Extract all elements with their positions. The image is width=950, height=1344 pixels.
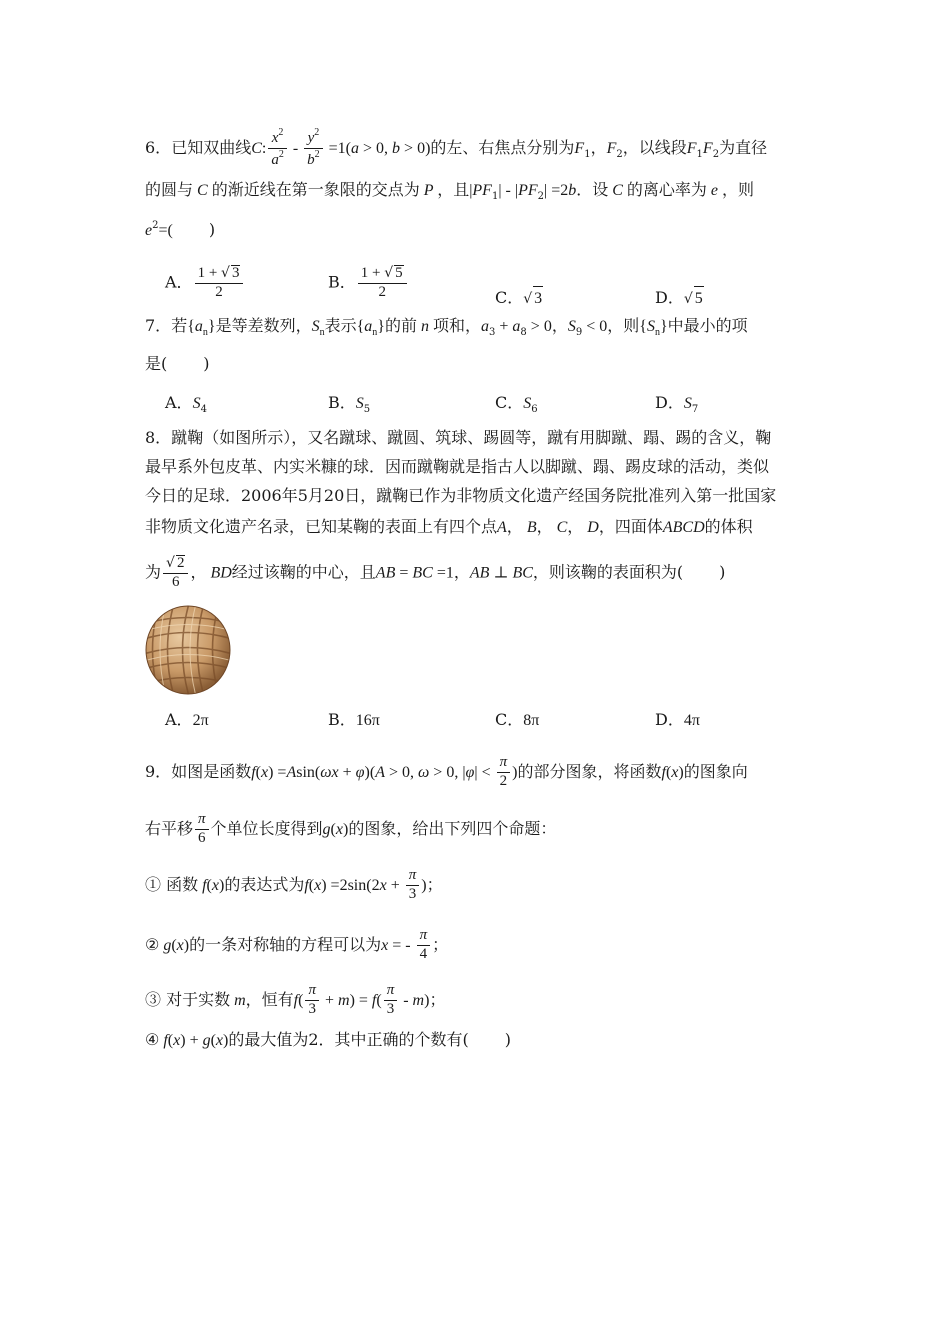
q7-option-d: D．$S_7$	[655, 393, 699, 415]
q6-line-1: 6．已知双曲线C: $\frac{x^2}{a^2}$ - $\frac{y^2}{b^2}$ =1(a > 0, b > 0)的左、右焦点分别为$F_1$，$F_2$，以线段$F_1F_2$为直径	[145, 127, 768, 168]
q8-option-a: A．2π	[165, 710, 209, 729]
q6-line-2: 的圆与 C 的渐近线在第一象限的交点为 P ，且$|PF_1| - |PF_2| =2b$．设 C 的离心率为 e ，则	[145, 180, 755, 202]
q8-option-c: C．8π	[495, 710, 540, 729]
q6-line-3: $e^2=$( )	[145, 220, 216, 239]
cuju-ball-image	[145, 605, 231, 695]
q8-line-4: 非物质文化遗产名录，已知某鞠的表面上有四个点A， B， C， D，四面体ABCD的体积	[145, 517, 753, 536]
hyperbola-equation: C	[251, 139, 262, 157]
q8-line-3: 今日的足球．2006年5月20日，蹴鞠已作为非物质文化遗产经国务院批准列入第一批国家	[145, 486, 777, 505]
q9-proposition-2: ② g(x)的一条对称轴的方程可以为x = - $\frac{\pi}{4}$ ；	[145, 927, 449, 962]
q9-line-1: 9．如图是函数f(x) =Asin(ωx + φ)(A > 0, ω > 0, |φ| < $\frac{\pi}{2}$ )的部分图象，将函数f(x)的图象向	[145, 754, 748, 789]
q6-option-d: D．√ 5	[655, 268, 704, 311]
q7-option-c: C．$S_6$	[495, 393, 538, 415]
q7-line-2: 是( )	[145, 354, 210, 373]
q9-proposition-1: ① 函数 f(x)的表达式为f(x) =2sin(2x + $\frac{\pi}{3}$ )；	[145, 867, 443, 902]
q6-option-a: A． $\frac{1 + √ 3}{2}$	[165, 265, 245, 301]
q8-line-2: 最早系外包皮革、内实米糠的球．因而蹴鞠就是指古人以脚蹴、蹋、踢皮球的活动，类似	[145, 457, 770, 476]
q7-line-1: 7．若$\{a_n\}$是等差数列，$S_n$表示$\{a_n\}$的前 n 项和，$a_3 + a_8 > 0$，$S_9 < 0$，则$\{S_n\}$中最小的项	[145, 316, 748, 338]
q9-proposition-4: ④ f(x) + g(x)的最大值为2．其中正确的个数有( )	[145, 1030, 512, 1049]
q8-option-d: D．4π	[655, 710, 700, 729]
q9-proposition-3: ③ 对于实数 m，恒有f( $\frac{\pi}{3}$ + m) = f( $\frac{\pi}{3}$ - m)；	[145, 982, 446, 1017]
q6-option-b: B． $\frac{1 + √ 5}{2}$	[328, 265, 409, 301]
q7-option-a: A．$S_4$	[165, 393, 207, 415]
q6-option-c: C．√ 3	[495, 268, 543, 311]
q8-option-b: B．16π	[328, 710, 380, 729]
q7-option-b: B．$S_5$	[328, 393, 371, 415]
q9-line-2: 右平移 $\frac{\pi}{6}$ 个单位长度得到g(x)的图象，给出下列四个命题：	[145, 811, 557, 846]
q8-line-5: 为 $\frac{√ 2}{6}$ ， BD经过该鞠的中心，且AB = BC =1，AB ⊥ BC，则该鞠的表面积为( )	[145, 555, 726, 590]
q8-line-1: 8．蹴鞠（如图所示），又名蹴球、蹴圆、筑球、踢圆等，蹴有用脚蹴、蹋、踢的含义，鞠	[145, 428, 772, 447]
